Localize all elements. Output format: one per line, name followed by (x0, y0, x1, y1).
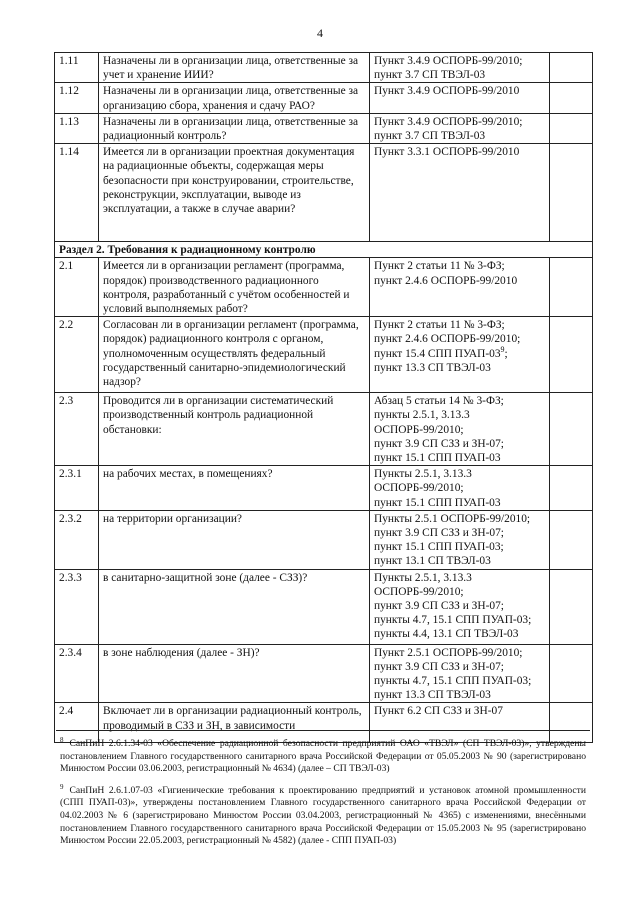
reference-text: пункт 15.1 СПП ПУАП-03; (374, 541, 504, 554)
reference-text: пункты 4.4, 13.1 СП ТВЭЛ-03 (374, 628, 519, 641)
reference-line (374, 571, 546, 585)
item-number: 1.11 (55, 53, 99, 83)
reference-text: пункт 15.1 СПП ПУАП-03 (374, 496, 501, 509)
reference-line (374, 526, 546, 540)
section-title-row (55, 242, 593, 258)
item-question: Имеется ли в организации регламент (программа, порядок) производственного радиационного контроля, разработанный с учётом особенностей и условий выполняемых работ? (99, 258, 370, 317)
page-number: 4 (317, 26, 323, 40)
reference-text: пункты 4.7, 15.1 СПП ПУАП-03; (374, 614, 532, 627)
reference-text: пункт 3.7 СП ТВЭЛ-03 (374, 130, 486, 143)
reference-text: Пункт 2 статьи 11 № 3-ФЗ; (374, 260, 505, 273)
item-number: 2.3.1 (55, 466, 99, 511)
item-reference (370, 83, 550, 113)
table-row (55, 317, 593, 393)
reference-line (374, 627, 546, 641)
table-row (55, 83, 593, 113)
reference-text: пункт 3.7 СП ТВЭЛ-03 (374, 69, 486, 82)
item-number: 2.4 (55, 703, 99, 743)
reference-line (374, 467, 546, 481)
reference-line (374, 599, 546, 613)
section-2-header (55, 242, 593, 258)
reference-text: Пункт 3.4.9 ОСПОРБ-99/2010; (374, 115, 523, 128)
reference-line (374, 704, 546, 718)
reference-line (374, 613, 546, 627)
footnote-text: СанПиН 2.6.1.34-03 «Обеспечение радиационной безопасности предприятий ОАО «ТВЭЛ» (СП ТВЭЛ-03)», утверждены постановлением Главного государственного санитарного врача Российской Федерации от 05.05.2003 № 90 (зарегистрировано Минюстом России 03.06.2003, регистрационный № 4634) (далее – СП ТВЭЛ-03) (60, 738, 586, 775)
item-question: Включает ли в организации радиационный контроль, проводимый в СЗЗ и ЗН, в зависимости (99, 703, 370, 743)
reference-text: пункт 3.9 СП СЗЗ и ЗН-07; (374, 437, 504, 450)
reference-text: пункт 13.1 СП ТВЭЛ-03 (374, 555, 491, 568)
reference-text: Пункт 2.5.1 ОСПОРБ-99/2010; (374, 646, 523, 659)
reference-text: пункт 3.9 СП СЗЗ и ЗН-07; (374, 660, 504, 673)
item-reference (370, 258, 550, 317)
table-row (55, 113, 593, 143)
item-reference (370, 466, 550, 511)
reference-text: Пункт 2 статьи 11 № 3-ФЗ; (374, 319, 505, 332)
reference-line (374, 259, 546, 273)
reference-line (374, 437, 546, 451)
table-row (55, 644, 593, 703)
reference-line (374, 54, 546, 68)
section-title: Раздел 2. Требования к радиационному контролю (55, 242, 593, 258)
reference-text: пункт 3.9 СП СЗЗ и ЗН-07; (374, 527, 504, 540)
reference-text: Пункт 3.4.9 ОСПОРБ-99/2010; (374, 55, 523, 67)
item-number: 1.12 (55, 83, 99, 113)
reference-text: Пункты 2.5.1 ОСПОРБ-99/2010; (374, 512, 531, 525)
reference-text: пункт 3.9 СП СЗЗ и ЗН-07; (374, 600, 504, 613)
table-row (55, 703, 593, 743)
item-mark-cell (550, 258, 593, 317)
reference-text: Пункт 3.4.9 ОСПОРБ-99/2010 (374, 85, 520, 98)
reference-line (374, 332, 546, 346)
reference-text: ОСПОРБ-99/2010; (374, 423, 464, 436)
footnote-divider (56, 730, 590, 731)
reference-line (374, 660, 546, 674)
item-mark-cell (550, 644, 593, 703)
reference-line (374, 318, 546, 332)
reference-line (374, 554, 546, 568)
table-row (55, 466, 593, 511)
item-reference (370, 569, 550, 644)
reference-line (374, 115, 546, 129)
item-number: 2.3 (55, 393, 99, 466)
item-number: 1.14 (55, 144, 99, 242)
reference-line (374, 585, 546, 599)
item-number: 1.13 (55, 113, 99, 143)
reference-line (374, 688, 546, 702)
reference-text: пункт 13.3 СП ТВЭЛ-03 (374, 361, 491, 374)
reference-line (374, 540, 546, 554)
reference-text: пункты 4.7, 15.1 СПП ПУАП-03; (374, 675, 532, 688)
footnotes (60, 735, 586, 857)
reference-line (374, 145, 546, 159)
item-question: на территории организации? (99, 510, 370, 569)
item-question: Назначены ли в организации лица, ответственные за учет и хранение ИИИ? (99, 53, 370, 83)
reference-text: ОСПОРБ-99/2010; (374, 585, 464, 598)
reference-text: пункт 2.4.6 ОСПОРБ-99/2010; (374, 333, 521, 346)
item-question: Назначены ли в организации лица, ответственные за организацию сбора, хранения и сдачу РАО? (99, 83, 370, 113)
item-mark-cell (550, 317, 593, 393)
reference-text: ОСПОРБ-99/2010; (374, 482, 464, 495)
item-number: 2.2 (55, 317, 99, 393)
reference-text: пункт 15.1 СПП ПУАП-03 (374, 452, 501, 465)
footnote-text: СанПиН 2.6.1.07-03 «Гигиенические требования к проектированию предприятий и установок атомной промышленности (СПП ПУАП-03)», утверждены постановлением Главного государственного санитарного врача Российской Федерации от 04.02.2003 № 6 (зарегистрировано Минюстом России 03.04.2003, регистрационный № 4365) с изменениями, внесёнными постановлением Главного государственного санитарного врача Российской Федерации от 15.05.2003 № 95 (зарегистрировано Минюстом России 22.05.2003, регистрационный № 4582) (далее - СПП ПУАП-03) (60, 784, 586, 847)
item-question: на рабочих местах, в помещениях? (99, 466, 370, 511)
reference-line (374, 423, 546, 437)
item-question: в зоне наблюдения (далее - ЗН)? (99, 644, 370, 703)
item-mark-cell (550, 83, 593, 113)
item-number: 2.3.3 (55, 569, 99, 644)
item-mark-cell (550, 703, 593, 743)
footnote-mark: 8 (60, 735, 64, 744)
footnote-reference: 9 (500, 344, 505, 354)
item-question: Проводится ли в организации систематический производственный контроль радиационной обстановки: (99, 393, 370, 466)
item-reference (370, 510, 550, 569)
reference-text: пункты 2.5.1, 3.13.3 (374, 409, 470, 422)
item-reference (370, 393, 550, 466)
reference-text: Пункт 6.2 СП СЗЗ и ЗН-07 (374, 705, 503, 718)
item-mark-cell (550, 53, 593, 83)
reference-line (374, 344, 546, 361)
item-reference (370, 144, 550, 242)
item-reference (370, 113, 550, 143)
reference-text: пункт 13.3 СП ТВЭЛ-03 (374, 689, 491, 702)
reference-line (374, 129, 546, 143)
table-row (55, 393, 593, 466)
item-mark-cell (550, 393, 593, 466)
item-question: Имеется ли в организации проектная документация на радиационные объекты, содержащая меры безопасности при конструировании, строительстве, реконструкции, эксплуатации, выводе из эксплуатации, а также в случае аварии? (99, 144, 370, 242)
footnote (60, 735, 586, 776)
item-number: 2.3.2 (55, 510, 99, 569)
item-mark-cell (550, 113, 593, 143)
reference-line (374, 408, 546, 422)
reference-text: Пункт 3.3.1 ОСПОРБ-99/2010 (374, 146, 520, 159)
item-reference (370, 703, 550, 743)
reference-punctuation: ; (504, 347, 508, 360)
reference-line (374, 451, 546, 465)
reference-line (374, 674, 546, 688)
item-number: 2.1 (55, 258, 99, 317)
reference-line (374, 496, 546, 510)
table-row (55, 258, 593, 317)
item-number: 2.3.4 (55, 644, 99, 703)
reference-text: пункт 2.4.6 ОСПОРБ-99/2010 (374, 274, 518, 287)
item-mark-cell (550, 569, 593, 644)
item-mark-cell (550, 144, 593, 242)
item-reference (370, 317, 550, 393)
reference-line (374, 481, 546, 495)
reference-line (374, 394, 546, 408)
item-question: Согласован ли в организации регламент (программа, порядок) радиационного контроля с органом, уполномоченным осуществлять федеральный государственный санитарно-эпидемиологический надзор? (99, 317, 370, 393)
item-mark-cell (550, 510, 593, 569)
table-row (55, 53, 593, 83)
reference-line (374, 361, 546, 375)
footnote (60, 782, 586, 848)
table-row (55, 510, 593, 569)
checklist-section-1 (55, 53, 593, 242)
reference-line (374, 68, 546, 82)
table-row (55, 569, 593, 644)
table-row (55, 144, 593, 242)
item-question: в санитарно-защитной зоне (далее - СЗЗ)? (99, 569, 370, 644)
checklist-section-2 (55, 258, 593, 743)
item-reference (370, 53, 550, 83)
item-question: Назначены ли в организации лица, ответственные за радиационный контроль? (99, 113, 370, 143)
reference-line (374, 512, 546, 526)
reference-line (374, 84, 546, 98)
reference-text: Пункты 2.5.1, 3.13.3 (374, 571, 472, 584)
reference-text: пункт 15.4 СПП ПУАП-03 (374, 347, 501, 360)
reference-line (374, 646, 546, 660)
reference-text: Пункты 2.5.1, 3.13.3 (374, 468, 472, 481)
item-mark-cell (550, 466, 593, 511)
item-reference (370, 644, 550, 703)
reference-text: Абзац 5 статьи 14 № 3-ФЗ; (374, 395, 504, 408)
footnote-mark: 9 (60, 782, 64, 791)
reference-line (374, 274, 546, 288)
checklist-table (54, 52, 593, 743)
